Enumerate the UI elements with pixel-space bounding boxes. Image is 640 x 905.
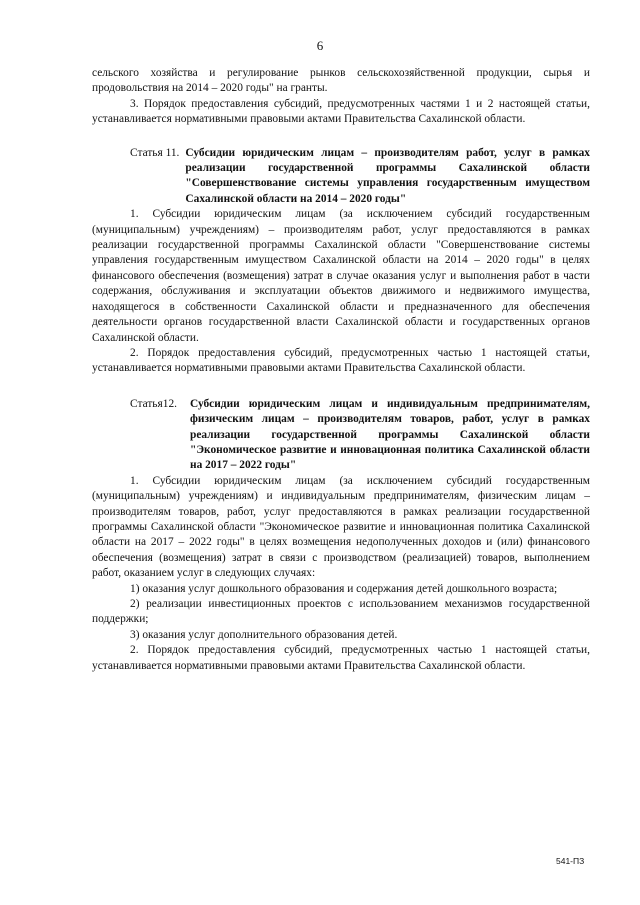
article-11-label: Статья 11. [130, 146, 180, 159]
article-12-paragraph-1: 1. Субсидии юридическим лицам (за исключением субсидий государственным (муниципальным) учреждениям) и индивидуальным предпринимателям, физическим лицам – производителям товаров, работ, услуг предоставляются в рамках реализации государственной программы Сахалинской области "Экономическое развитие и инновационная политика Сахалинской области на 2017 – 2022 годы" в целях возмещения недополученных доходов и (или) финансового обеспечения (возмещения) затрат в связи с производством (реализацией) товаров, выполнением работ, оказанием услуг в следующих случаях: [92, 474, 590, 580]
paragraph-part-3: 3. Порядок предоставления субсидий, предусмотренных частями 1 и 2 настоящей статьи, устанавливается нормативными правовыми актами Правительства Сахалинской области. [92, 97, 590, 126]
article-12-paragraph-2: 2. Порядок предоставления субсидий, предусмотренных частью 1 настоящей статьи, устанавливается нормативными правовыми актами Правительства Сахалинской области. [92, 644, 590, 672]
document-body [92, 66, 590, 674]
article-11-heading [92, 146, 590, 208]
article-11-title: Субсидии юридическим лицам – производителям работ, услуг в рамках реализации государственной программы Сахалинской области "Совершенствование системы управления государственным имуществом Сахалинской области на 2014 – 2020 годы" [185, 146, 590, 205]
article-12-heading [92, 397, 590, 474]
document-code: 541-ПЗ [556, 856, 585, 866]
page-number: 6 [316, 38, 324, 53]
article-12-label-number: 12. [162, 397, 177, 410]
article-12-label [92, 397, 190, 474]
article-11-paragraph-1: 1. Субсидии юридическим лицам (за исключением субсидий государственным (муниципальным) учреждениям) – производителям работ, услуг предоставляются в рамках реализации государственной программы Сахалинской области "Совершенствование системы управления государственным имуществом Сахалинской области на 2014 – 2020 годы" в целях финансового обеспечения (возмещения) затрат в случае оказания услуг и выполнения работ в части содержания, обслуживания и эксплуатации объектов движимого и недвижимого имущества, находящегося в собственности Сахалинской области и предназначенного для обеспечения деятельности органов государственной власти Сахалинской области и государственных органов Сахалинской области. [92, 208, 590, 344]
article-12-item-3: 3) оказания услуг дополнительного образования детей. [130, 628, 398, 641]
article-11-paragraph-2: 2. Порядок предоставления субсидий, предусмотренных частью 1 настоящей статьи, устанавливается нормативными правовыми актами Правительства Сахалинской области. [92, 346, 590, 375]
continued-paragraph: сельского хозяйства и регулирование рынков сельскохозяйственной продукции, сырья и продовольствия на 2014 – 2020 годы" на гранты. [92, 67, 590, 95]
article-12-label-word: Статья [130, 397, 163, 410]
article-12-item-2: 2) реализации инвестиционных проектов с использованием механизмов государственной поддержки; [92, 598, 590, 626]
article-12-item-1: 1) оказания услуг дошкольного образования и содержания детей дошкольного возраста; [130, 582, 558, 595]
article-12-title: Субсидии юридическим лицам и индивидуальным предпринимателям, физическим лицам – производителям товаров, работ, услуг в рамках реализации государственной программы Сахалинской области "Экономическое развитие и инновационная политика Сахалинской области на 2017 – 2022 годы" [190, 397, 590, 472]
